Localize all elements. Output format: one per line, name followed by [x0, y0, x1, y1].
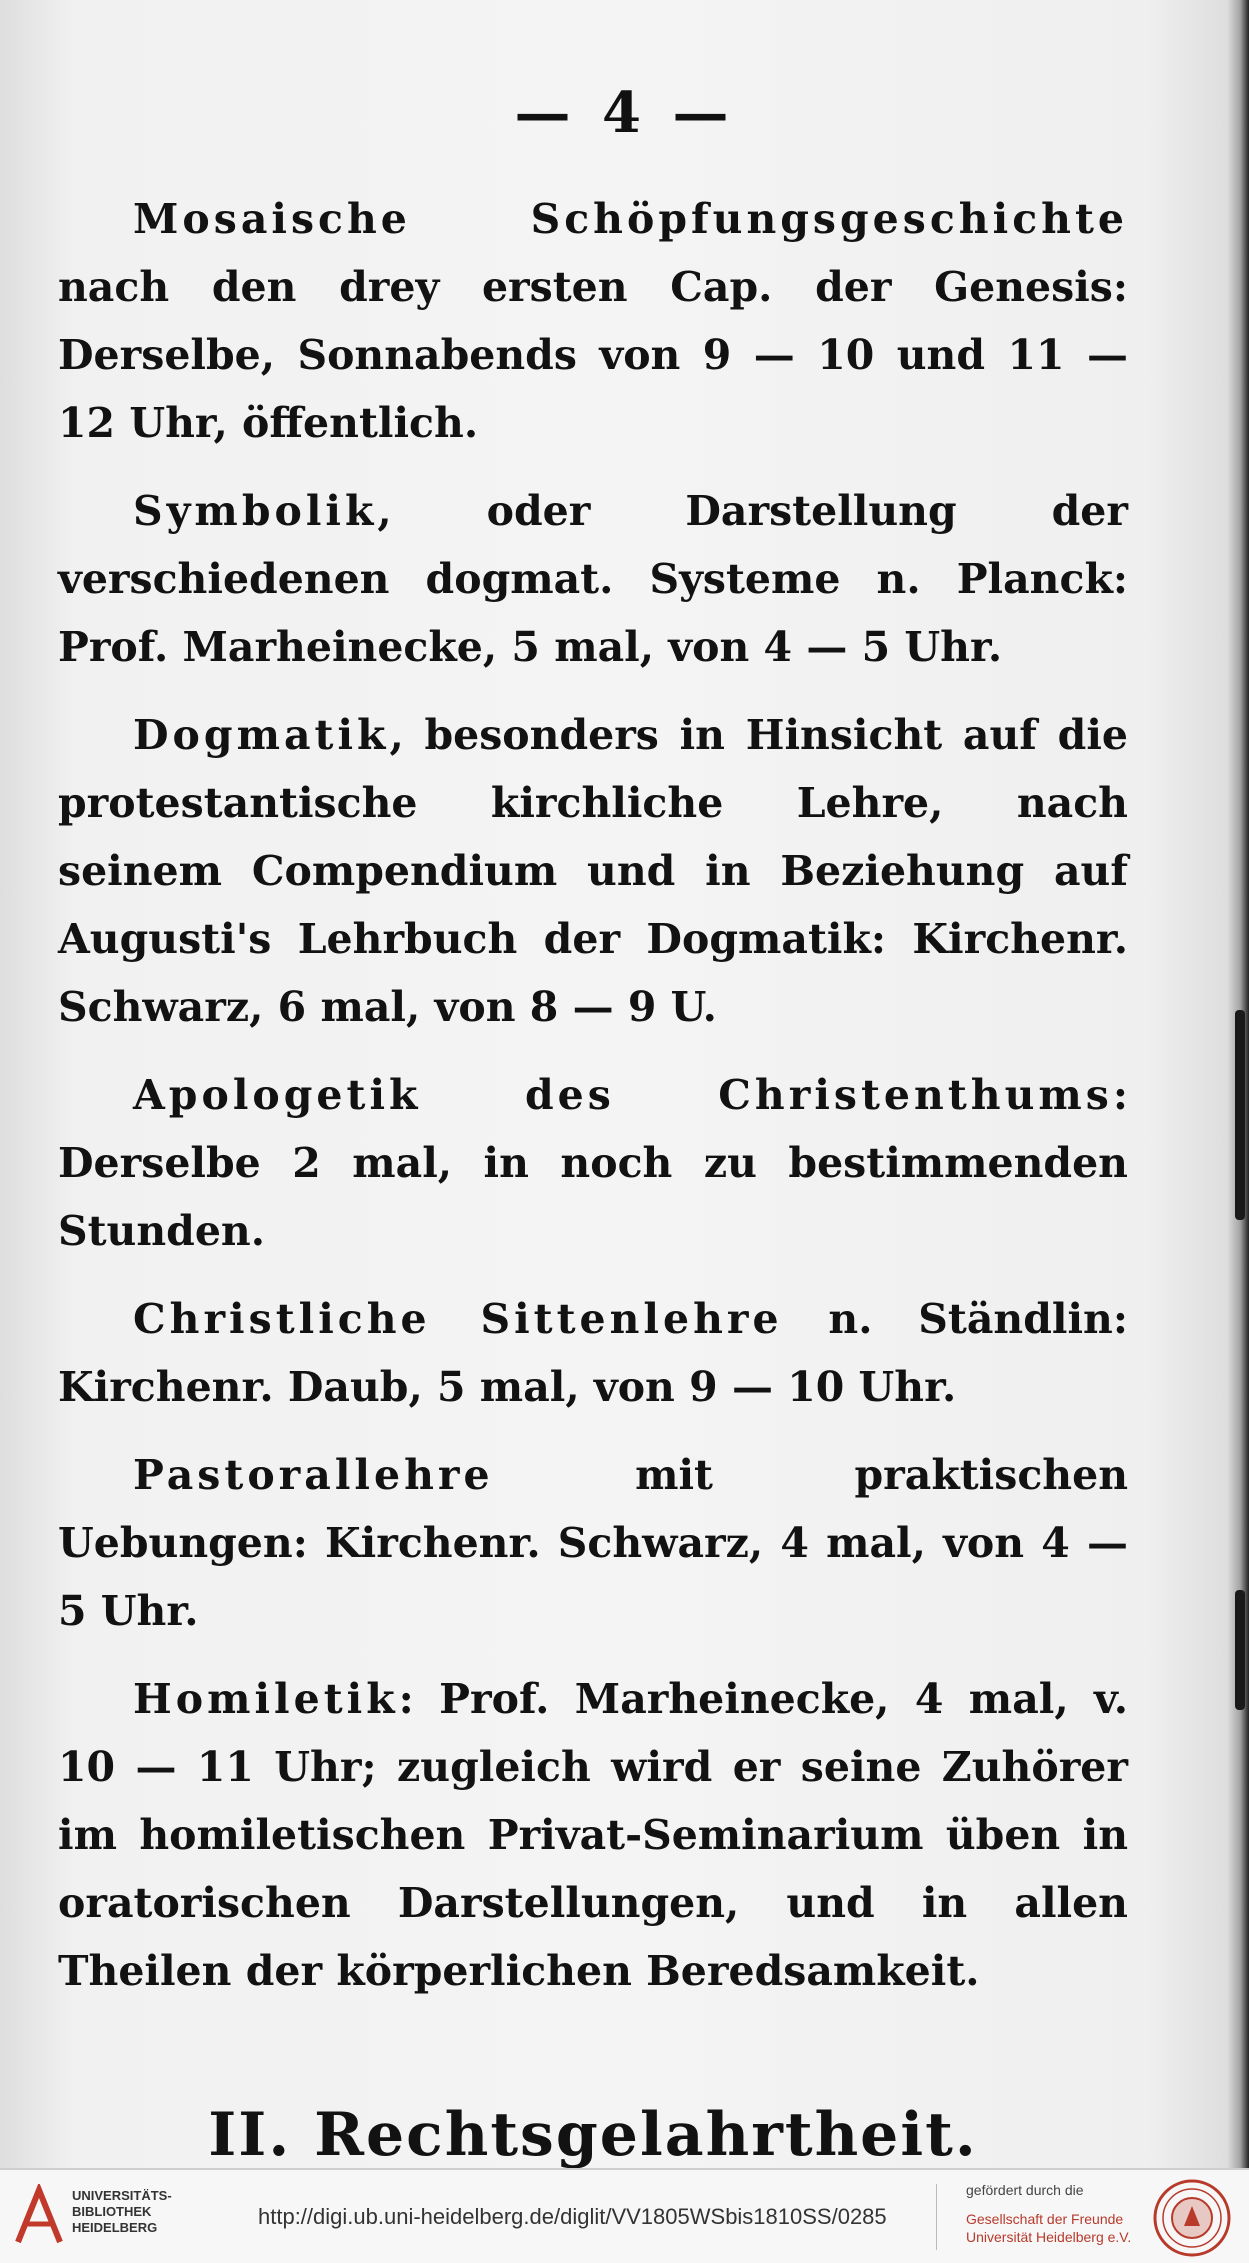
university-seal-icon — [1152, 2178, 1232, 2258]
page-number: — 4 — — [514, 80, 735, 146]
course-entry — [58, 1061, 1128, 1265]
course-subject: Dogmatik — [133, 711, 390, 759]
course-details: : Prof. Marheinecke, 4 mal, v. 10 — 11 Uhr; zugleich wird er seine Zuhörer im homiletischen Privat-Seminarium üben in oratorischen Darstellungen, und in allen Theilen der körperlichen Beredsamkeit. — [58, 1675, 1128, 1995]
course-subject: Apologetik des Christenthums — [133, 1071, 1113, 1119]
permalink-url[interactable]: http://digi.ub.uni-heidelberg.de/diglit/VV1805WSbis1810SS/0285 — [258, 2204, 887, 2229]
page-edge-mark — [1235, 1010, 1245, 1220]
sponsor-name: Gesellschaft der Freunde Universität Heidelberg e.V. — [966, 2211, 1132, 2245]
course-entry — [58, 701, 1128, 1041]
library-name: UNIVERSITÄTS- BIBLIOTHEK HEIDELBERG — [72, 2188, 172, 2235]
course-entry — [58, 477, 1128, 681]
course-details: n. Ständlin: Kirchenr. Daub, 5 mal, von 9 — 10 Uhr. — [58, 1295, 1128, 1411]
viewer-footer — [0, 2168, 1249, 2263]
page-content — [58, 185, 1128, 2168]
course-entry — [58, 1665, 1128, 2005]
course-details: , oder Darstellung der verschiedenen dogmat. Systeme n. Planck: Prof. Marheinecke, 5 mal, von 4 — 5 Uhr. — [58, 487, 1128, 671]
course-subject: Pastorallehre — [133, 1451, 494, 1499]
course-entry — [58, 1441, 1128, 1645]
page-edge-mark — [1235, 1590, 1245, 1710]
course-entry — [58, 1285, 1128, 1421]
course-subject: Symbolik — [133, 487, 378, 535]
footer-divider — [936, 2184, 937, 2250]
sponsor-label: gefördert durch die — [966, 2182, 1084, 2198]
library-logo-icon — [14, 2184, 64, 2246]
section-heading: II. Rechtsgelahrtheit. — [208, 2100, 978, 2168]
course-entry — [58, 185, 1128, 457]
course-details: mit praktischen Uebungen: Kirchenr. Schwarz, 4 mal, von 4 — 5 Uhr. — [58, 1451, 1128, 1635]
course-details: , besonders in Hinsicht auf die protestantische kirchliche Lehre, nach seinem Compendium und in Beziehung auf Augusti's Lehrbuch der Dogmatik: Kirchenr. Schwarz, 6 mal, von 8 — 9 U. — [58, 711, 1128, 1031]
course-details: nach den drey ersten Cap. der Genesis: Derselbe, Sonnabends von 9 — 10 und 11 — 12 Uhr, öffentlich. — [58, 263, 1128, 447]
course-subject: Homiletik — [133, 1675, 399, 1723]
course-subject: Mosaische Schöpfungsgeschichte — [133, 195, 1128, 243]
course-subject: Christliche Sittenlehre — [133, 1295, 783, 1343]
course-details: : Derselbe 2 mal, in noch zu bestimmenden Stunden. — [58, 1071, 1128, 1255]
